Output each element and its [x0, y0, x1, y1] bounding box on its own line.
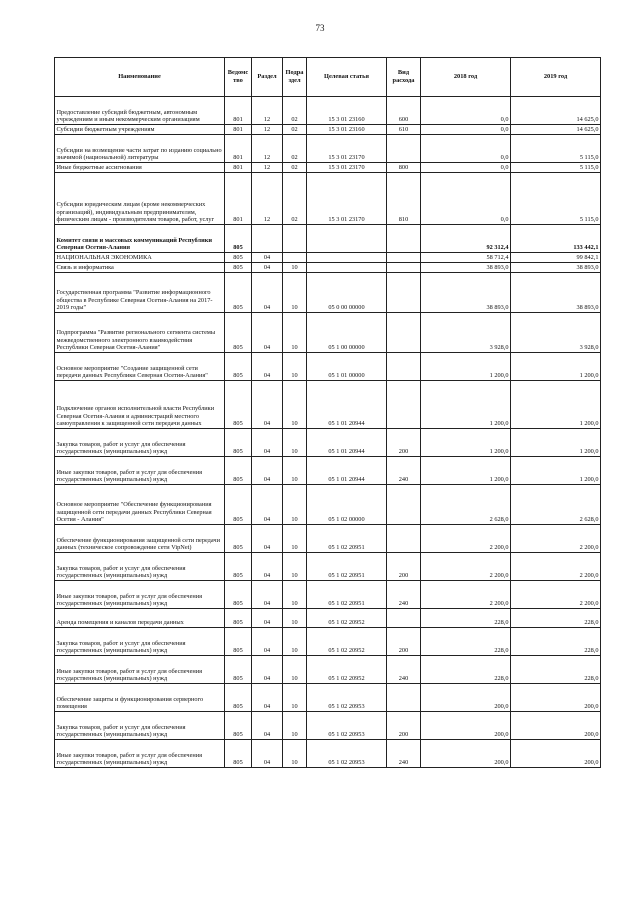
cell-target-article: 05 0 00 00000	[307, 273, 387, 313]
cell-expense-type	[387, 263, 421, 273]
cell-podrazdel: 10	[283, 273, 307, 313]
cell-expense-type: 200	[387, 553, 421, 581]
cell-expense-type: 240	[387, 457, 421, 485]
cell-year-2019: 38 893,0	[511, 273, 601, 313]
cell-year-2019: 38 893,0	[511, 263, 601, 273]
cell-name: Иные закупки товаров, работ и услуг для обеспечения государственных (муниципальных) нужд	[55, 656, 225, 684]
cell-year-2018: 1 200,0	[421, 457, 511, 485]
cell-vedomstvo: 805	[225, 253, 252, 263]
cell-expense-type	[387, 684, 421, 712]
header-target-article: Целевая статья	[307, 58, 387, 97]
header-row	[55, 58, 601, 97]
cell-vedomstvo: 805	[225, 712, 252, 740]
cell-target-article	[307, 253, 387, 263]
table-header	[55, 58, 601, 97]
header-year-2018: 2018 год	[421, 58, 511, 97]
table-row	[55, 429, 601, 457]
cell-podrazdel: 10	[283, 656, 307, 684]
table-row	[55, 353, 601, 381]
cell-podrazdel: 10	[283, 313, 307, 353]
cell-razdel: 12	[252, 97, 283, 125]
cell-year-2019: 99 842,1	[511, 253, 601, 263]
cell-expense-type: 200	[387, 712, 421, 740]
cell-razdel: 12	[252, 173, 283, 225]
table-row	[55, 225, 601, 253]
cell-razdel: 04	[252, 740, 283, 768]
cell-year-2019: 2 200,0	[511, 581, 601, 609]
cell-podrazdel: 10	[283, 353, 307, 381]
cell-year-2019: 200,0	[511, 740, 601, 768]
header-name: Наименование	[55, 58, 225, 97]
cell-target-article: 05 1 02 20951	[307, 553, 387, 581]
cell-target-article: 05 1 02 00000	[307, 485, 387, 525]
cell-podrazdel: 10	[283, 429, 307, 457]
cell-name: Связь и информатика	[55, 263, 225, 273]
cell-name: Закупка товаров, работ и услуг для обеспечения государственных (муниципальных) нужд	[55, 628, 225, 656]
cell-expense-type	[387, 135, 421, 163]
cell-year-2018: 0,0	[421, 163, 511, 173]
cell-target-article	[307, 225, 387, 253]
cell-year-2019: 5 115,0	[511, 135, 601, 163]
cell-vedomstvo: 801	[225, 135, 252, 163]
cell-expense-type	[387, 353, 421, 381]
cell-target-article	[307, 263, 387, 273]
cell-podrazdel: 02	[283, 125, 307, 135]
header-vedomstvo: Ведомс тво	[225, 58, 252, 97]
cell-razdel: 04	[252, 429, 283, 457]
cell-podrazdel: 10	[283, 684, 307, 712]
cell-expense-type: 800	[387, 163, 421, 173]
cell-year-2018: 38 893,0	[421, 263, 511, 273]
cell-expense-type: 600	[387, 97, 421, 125]
cell-year-2019: 5 115,0	[511, 173, 601, 225]
cell-year-2018: 0,0	[421, 173, 511, 225]
cell-vedomstvo: 805	[225, 313, 252, 353]
budget-table	[54, 57, 601, 768]
cell-name: Субсидии бюджетным учреждениям	[55, 125, 225, 135]
cell-name: Обеспечение защиты и функционирования серверного помещения	[55, 684, 225, 712]
cell-target-article: 05 1 02 20953	[307, 740, 387, 768]
cell-vedomstvo: 801	[225, 97, 252, 125]
cell-year-2018: 200,0	[421, 712, 511, 740]
cell-year-2019: 133 442,1	[511, 225, 601, 253]
cell-podrazdel: 10	[283, 628, 307, 656]
cell-year-2018: 200,0	[421, 684, 511, 712]
cell-razdel: 12	[252, 163, 283, 173]
cell-target-article: 05 1 02 20951	[307, 581, 387, 609]
cell-vedomstvo: 801	[225, 163, 252, 173]
cell-vedomstvo: 805	[225, 485, 252, 525]
cell-razdel: 04	[252, 253, 283, 263]
cell-year-2018: 1 200,0	[421, 353, 511, 381]
cell-podrazdel	[283, 225, 307, 253]
cell-name: Иные закупки товаров, работ и услуг для обеспечения государственных (муниципальных) нужд	[55, 581, 225, 609]
cell-vedomstvo: 805	[225, 581, 252, 609]
cell-vedomstvo: 805	[225, 429, 252, 457]
cell-expense-type	[387, 485, 421, 525]
cell-name: Комитет связи и массовых коммуникаций Республики Северная Осетия-Алания	[55, 225, 225, 253]
header-razdel: Раздел	[252, 58, 283, 97]
cell-year-2018: 2 200,0	[421, 525, 511, 553]
cell-year-2018: 3 928,0	[421, 313, 511, 353]
cell-name: Субсидии на возмещение части затрат по изданию социально значимой (национальной) литературы	[55, 135, 225, 163]
cell-razdel: 04	[252, 581, 283, 609]
table-row	[55, 135, 601, 163]
cell-year-2019: 2 200,0	[511, 553, 601, 581]
cell-expense-type	[387, 313, 421, 353]
header-podrazdel: Подра здел	[283, 58, 307, 97]
cell-name: Иные закупки товаров, работ и услуг для обеспечения государственных (муниципальных) нужд	[55, 740, 225, 768]
cell-year-2019: 2 200,0	[511, 525, 601, 553]
cell-name: Предоставление субсидий бюджетным, автономным учреждениям и иным некоммерческим организациям	[55, 97, 225, 125]
cell-expense-type: 610	[387, 125, 421, 135]
cell-vedomstvo: 805	[225, 553, 252, 581]
cell-year-2018: 0,0	[421, 135, 511, 163]
cell-expense-type	[387, 609, 421, 628]
cell-podrazdel: 02	[283, 97, 307, 125]
cell-vedomstvo: 805	[225, 656, 252, 684]
cell-name: НАЦИОНАЛЬНАЯ ЭКОНОМИКА	[55, 253, 225, 263]
cell-podrazdel: 10	[283, 581, 307, 609]
table-row	[55, 125, 601, 135]
table-row	[55, 684, 601, 712]
cell-year-2018: 228,0	[421, 628, 511, 656]
cell-year-2018: 228,0	[421, 609, 511, 628]
cell-year-2018: 0,0	[421, 125, 511, 135]
cell-name: Аренда помещения и каналов передачи данных	[55, 609, 225, 628]
cell-razdel: 04	[252, 553, 283, 581]
cell-name: Иные бюджетные ассигнования	[55, 163, 225, 173]
cell-year-2019: 1 200,0	[511, 381, 601, 429]
cell-expense-type: 240	[387, 581, 421, 609]
cell-year-2018: 38 893,0	[421, 273, 511, 313]
cell-target-article: 15 3 01 23170	[307, 173, 387, 225]
cell-name: Субсидии юридическим лицам (кроме некоммерческих организаций), индивидуальным предпринимателям, физическим лицам - производителям товаров, работ, услуг	[55, 173, 225, 225]
cell-razdel: 12	[252, 125, 283, 135]
cell-expense-type	[387, 525, 421, 553]
cell-vedomstvo: 805	[225, 353, 252, 381]
cell-year-2019: 228,0	[511, 609, 601, 628]
cell-razdel: 04	[252, 353, 283, 381]
cell-vedomstvo: 805	[225, 263, 252, 273]
cell-razdel	[252, 225, 283, 253]
cell-target-article: 15 3 01 23170	[307, 163, 387, 173]
cell-target-article: 05 1 01 20944	[307, 457, 387, 485]
cell-razdel: 04	[252, 712, 283, 740]
cell-year-2018: 58 712,4	[421, 253, 511, 263]
cell-razdel: 04	[252, 609, 283, 628]
cell-vedomstvo: 801	[225, 125, 252, 135]
cell-razdel: 04	[252, 263, 283, 273]
cell-year-2018: 1 200,0	[421, 381, 511, 429]
table-row	[55, 273, 601, 313]
cell-year-2018: 200,0	[421, 740, 511, 768]
cell-target-article: 15 3 01 23170	[307, 135, 387, 163]
cell-year-2019: 228,0	[511, 628, 601, 656]
table-row	[55, 163, 601, 173]
table-row	[55, 173, 601, 225]
cell-name: Закупка товаров, работ и услуг для обеспечения государственных (муниципальных) нужд	[55, 429, 225, 457]
cell-podrazdel: 10	[283, 263, 307, 273]
cell-year-2019: 14 625,0	[511, 125, 601, 135]
cell-vedomstvo: 805	[225, 684, 252, 712]
cell-expense-type	[387, 253, 421, 263]
cell-name: Обеспечение функционирования защищенной сети передачи данных (техническое сопровождение сети VipNet)	[55, 525, 225, 553]
cell-name: Закупка товаров, работ и услуг для обеспечения государственных (муниципальных) нужд	[55, 553, 225, 581]
cell-target-article: 05 1 00 00000	[307, 313, 387, 353]
cell-vedomstvo: 805	[225, 381, 252, 429]
cell-year-2018: 2 628,0	[421, 485, 511, 525]
cell-year-2018: 1 200,0	[421, 429, 511, 457]
cell-expense-type: 200	[387, 628, 421, 656]
table-row	[55, 525, 601, 553]
cell-year-2018: 2 200,0	[421, 581, 511, 609]
cell-razdel: 04	[252, 684, 283, 712]
cell-year-2019: 2 628,0	[511, 485, 601, 525]
cell-year-2019: 228,0	[511, 656, 601, 684]
cell-target-article: 05 1 01 00000	[307, 353, 387, 381]
cell-target-article: 05 1 02 20953	[307, 712, 387, 740]
cell-target-article: 05 1 02 20951	[307, 525, 387, 553]
table-row	[55, 740, 601, 768]
cell-name: Основное мероприятие "Обеспечение функционирования защищенной сети передачи данных Республики Северная Осетия - Алания"	[55, 485, 225, 525]
table-row	[55, 656, 601, 684]
cell-target-article: 05 1 01 20944	[307, 429, 387, 457]
table-row	[55, 253, 601, 263]
table-row	[55, 263, 601, 273]
cell-vedomstvo: 805	[225, 628, 252, 656]
cell-podrazdel: 10	[283, 457, 307, 485]
header-expense-type: Вид расхода	[387, 58, 421, 97]
cell-razdel: 04	[252, 656, 283, 684]
cell-name: Подпрограмма "Развитие регионального сегмента системы межведомственного электронного взаимодействия Республики Северная Осетия-Алания"	[55, 313, 225, 353]
table-row	[55, 581, 601, 609]
cell-target-article: 05 1 02 20952	[307, 609, 387, 628]
cell-name: Закупка товаров, работ и услуг для обеспечения государственных (муниципальных) нужд	[55, 712, 225, 740]
cell-expense-type	[387, 273, 421, 313]
cell-target-article: 15 3 01 23160	[307, 97, 387, 125]
table-row	[55, 457, 601, 485]
table-row	[55, 381, 601, 429]
cell-podrazdel: 10	[283, 609, 307, 628]
cell-razdel: 04	[252, 381, 283, 429]
cell-year-2018: 2 200,0	[421, 553, 511, 581]
cell-razdel: 04	[252, 485, 283, 525]
cell-target-article: 05 1 02 20952	[307, 656, 387, 684]
cell-name: Государственная программа "Развитие информационного общества в Республике Северная Осетия-Алания на 2017-2019 годы"	[55, 273, 225, 313]
cell-razdel: 04	[252, 273, 283, 313]
page-number: 73	[315, 23, 325, 33]
cell-year-2019: 3 928,0	[511, 313, 601, 353]
cell-target-article: 15 3 01 23160	[307, 125, 387, 135]
cell-name: Подключение органов исполнительной власти Республики Северная Осетия-Алания и администраций местного самоуправления к защищенной сети передачи данных	[55, 381, 225, 429]
cell-target-article: 05 1 01 20944	[307, 381, 387, 429]
cell-year-2019: 1 200,0	[511, 429, 601, 457]
cell-target-article: 05 1 02 20952	[307, 628, 387, 656]
cell-expense-type	[387, 381, 421, 429]
cell-podrazdel: 02	[283, 173, 307, 225]
cell-vedomstvo: 805	[225, 609, 252, 628]
cell-vedomstvo: 805	[225, 525, 252, 553]
cell-podrazdel: 10	[283, 485, 307, 525]
cell-podrazdel: 02	[283, 163, 307, 173]
cell-year-2019: 5 115,0	[511, 163, 601, 173]
table-row	[55, 313, 601, 353]
cell-year-2019: 200,0	[511, 712, 601, 740]
table-row	[55, 485, 601, 525]
cell-razdel: 04	[252, 457, 283, 485]
table-row	[55, 97, 601, 125]
cell-razdel: 12	[252, 135, 283, 163]
table-row	[55, 553, 601, 581]
cell-year-2019: 1 200,0	[511, 457, 601, 485]
cell-expense-type: 200	[387, 429, 421, 457]
cell-year-2018: 228,0	[421, 656, 511, 684]
cell-expense-type: 240	[387, 740, 421, 768]
cell-expense-type: 240	[387, 656, 421, 684]
cell-podrazdel: 02	[283, 135, 307, 163]
cell-year-2019: 1 200,0	[511, 353, 601, 381]
cell-expense-type: 810	[387, 173, 421, 225]
cell-expense-type	[387, 225, 421, 253]
table-row	[55, 609, 601, 628]
table-row	[55, 628, 601, 656]
cell-vedomstvo: 805	[225, 273, 252, 313]
cell-razdel: 04	[252, 525, 283, 553]
cell-podrazdel: 10	[283, 525, 307, 553]
cell-podrazdel: 10	[283, 712, 307, 740]
cell-vedomstvo: 805	[225, 457, 252, 485]
cell-target-article: 05 1 02 20953	[307, 684, 387, 712]
cell-year-2019: 14 625,0	[511, 97, 601, 125]
cell-vedomstvo: 805	[225, 740, 252, 768]
cell-year-2018: 0,0	[421, 97, 511, 125]
table-row	[55, 712, 601, 740]
header-year-2019: 2019 год	[511, 58, 601, 97]
cell-podrazdel: 10	[283, 381, 307, 429]
cell-podrazdel: 10	[283, 740, 307, 768]
cell-razdel: 04	[252, 628, 283, 656]
cell-name: Основное мероприятие "Создание защищенной сети передачи данных Республики Северная Осетия-Алания"	[55, 353, 225, 381]
table-body	[55, 97, 601, 768]
cell-year-2018: 92 312,4	[421, 225, 511, 253]
cell-vedomstvo: 805	[225, 225, 252, 253]
cell-vedomstvo: 801	[225, 173, 252, 225]
cell-year-2019: 200,0	[511, 684, 601, 712]
cell-name: Иные закупки товаров, работ и услуг для обеспечения государственных (муниципальных) нужд	[55, 457, 225, 485]
cell-podrazdel	[283, 253, 307, 263]
cell-podrazdel: 10	[283, 553, 307, 581]
cell-razdel: 04	[252, 313, 283, 353]
